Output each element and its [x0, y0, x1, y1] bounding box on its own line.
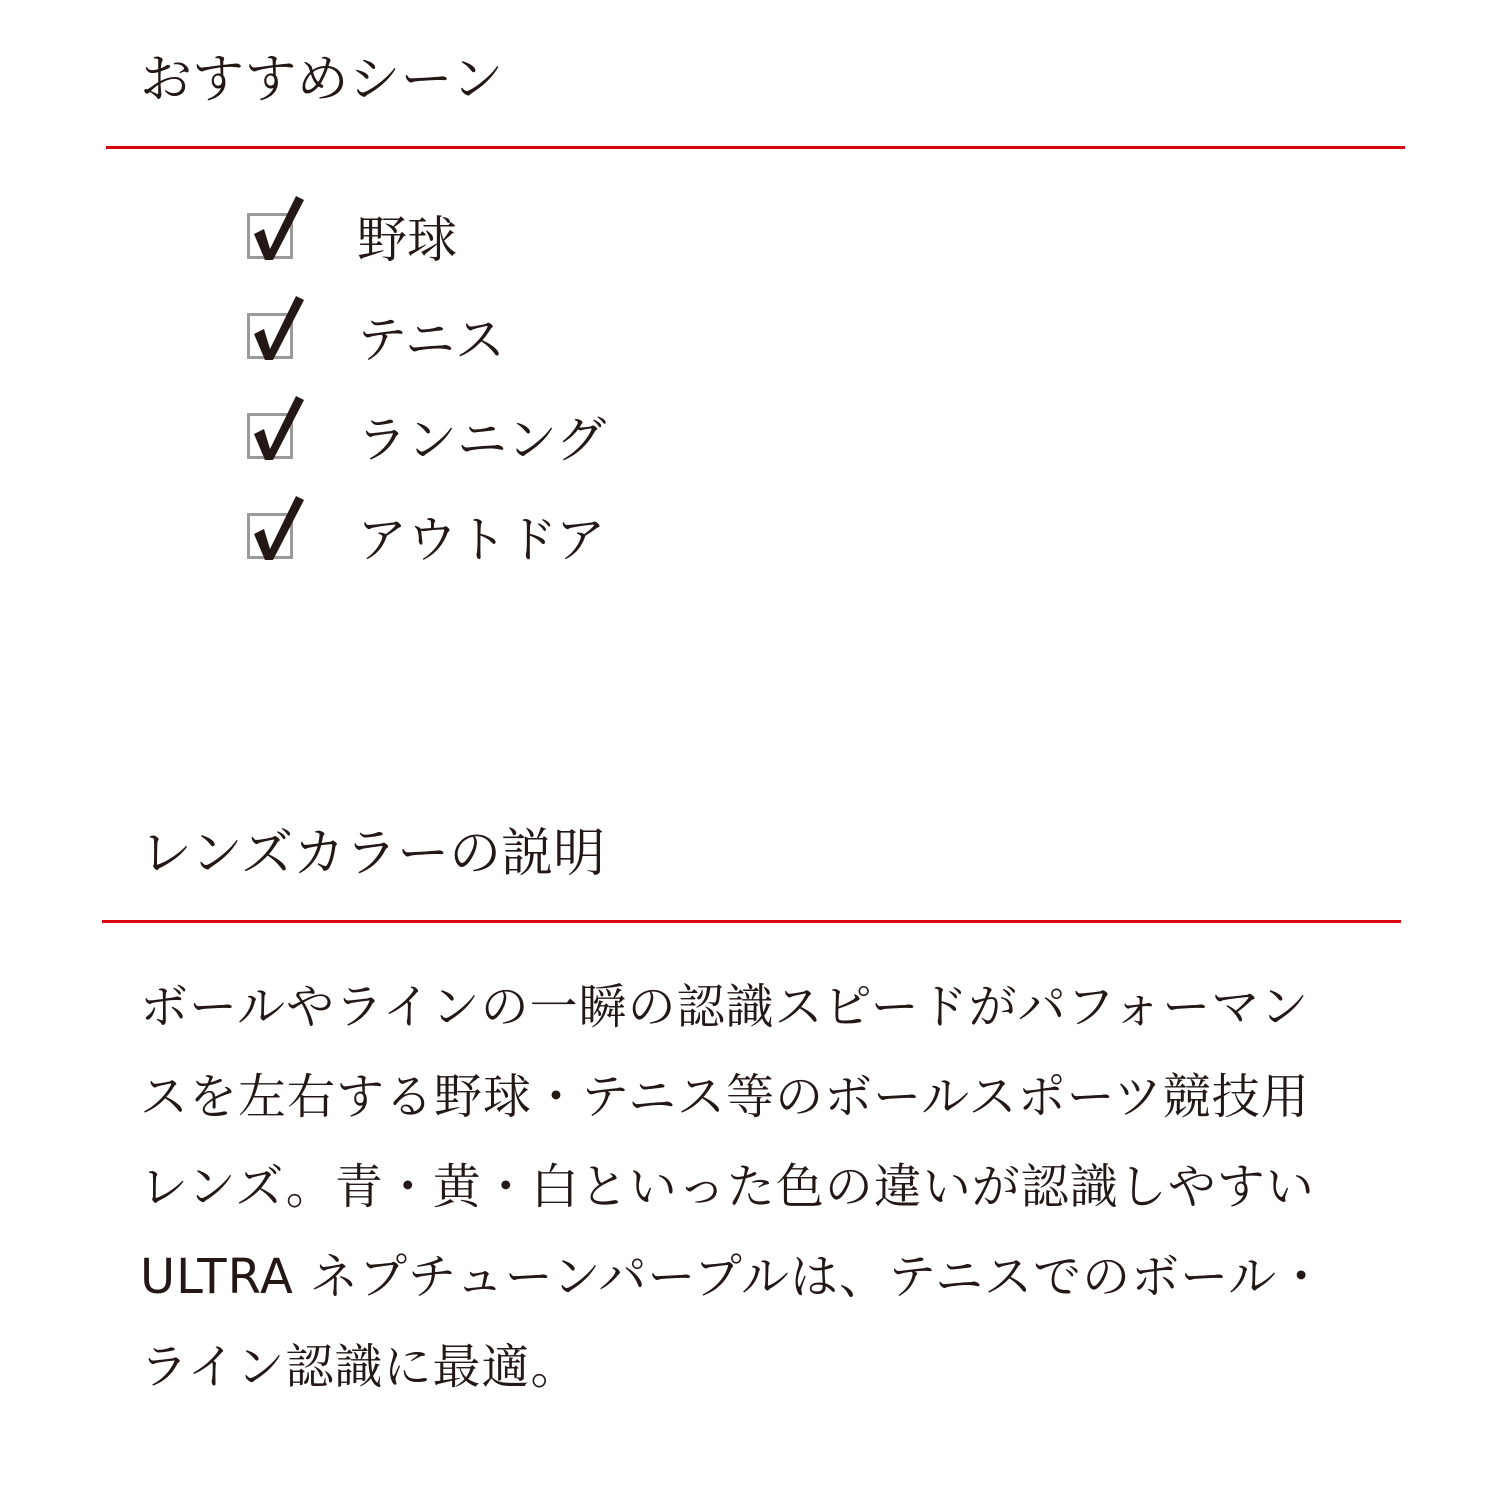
checked-checkbox-icon [247, 413, 293, 459]
scene-label: ランニング [357, 411, 606, 469]
section-divider [102, 920, 1401, 923]
section-divider [106, 146, 1405, 149]
description-line: レンズ。青・黄・白といった色の違いが認識しやすい [140, 1159, 1315, 1215]
scene-label: 野球 [357, 211, 457, 269]
description-line: スを左右する野球・テニス等のボールスポーツ競技用 [140, 1069, 1310, 1125]
checked-checkbox-icon [247, 313, 293, 359]
lens-color-description [140, 962, 1380, 1412]
recommended-scenes-title: おすすめシーン [140, 50, 504, 110]
lens-color-title: レンズカラーの説明 [140, 824, 606, 884]
description-line: ボールやラインの一瞬の認識スピードがパフォーマン [140, 979, 1310, 1035]
description-line: ライン認識に最適。 [140, 1339, 580, 1395]
checked-checkbox-icon [247, 213, 293, 259]
scene-label: アウトドア [357, 511, 606, 569]
checked-checkbox-icon [247, 513, 293, 559]
description-line: ULTRA ネプチューンパープルは、テニスでのボール・ [140, 1249, 1327, 1305]
scene-label: テニス [357, 311, 505, 369]
